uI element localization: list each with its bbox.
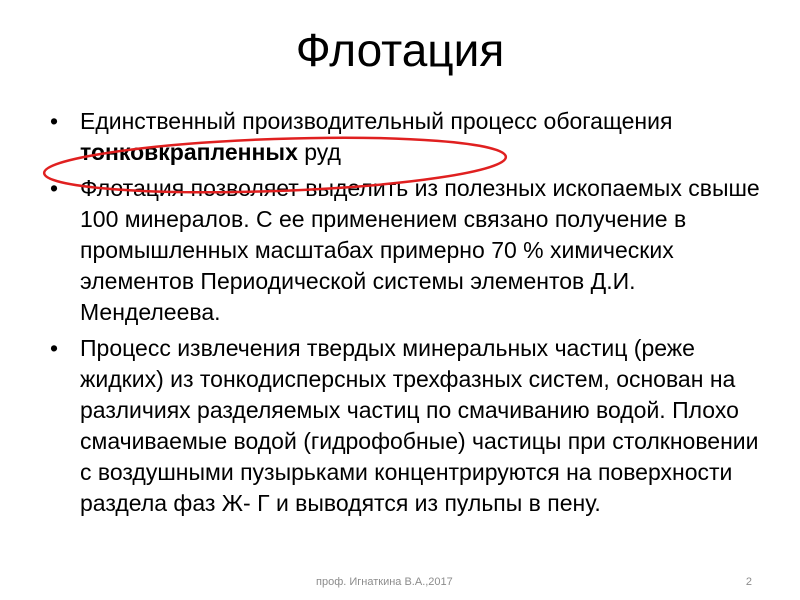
bullet-marker: • [50,175,59,201]
bullet-item-1 [48,106,768,168]
bullet-2-text: Флотация позволяет выделить из полезных ископаемых свыше 100 минералов. С ее применением связано получение в промышленных масштабах примерно 70 % химических элементов Периодической системы элементов Д.И. Менделеева. [80,175,760,325]
bullet-1-emphasis: тонковкрапленных [80,139,298,165]
bullet-1-text-before: Единственный производительный процесс обогащения [80,108,673,134]
slide-title: Флотация [295,24,505,76]
bullet-1-text-after: руд [297,139,341,165]
bullet-item-3 [48,333,768,519]
bullet-3-text: Процесс извлечения твердых минеральных частиц (реже жидких) из тонкодисперсных трехфазных систем, основан на различиях разделяемых частиц по смачиванию водой. Плохо смачиваемые водой (гидрофобные) частицы при столкновении с воздушными пузырьками концентрируются на поверхности раздела фаз Ж- Г и выводятся из пульпы в пену. [80,335,759,516]
footer-author: проф. Игнаткина В.А.,2017 [316,576,453,588]
bullet-list [48,106,768,524]
bullet-marker: • [50,335,59,361]
bullet-item-2 [48,173,768,328]
page-number: 2 [745,576,752,588]
bullet-marker: • [50,108,59,134]
